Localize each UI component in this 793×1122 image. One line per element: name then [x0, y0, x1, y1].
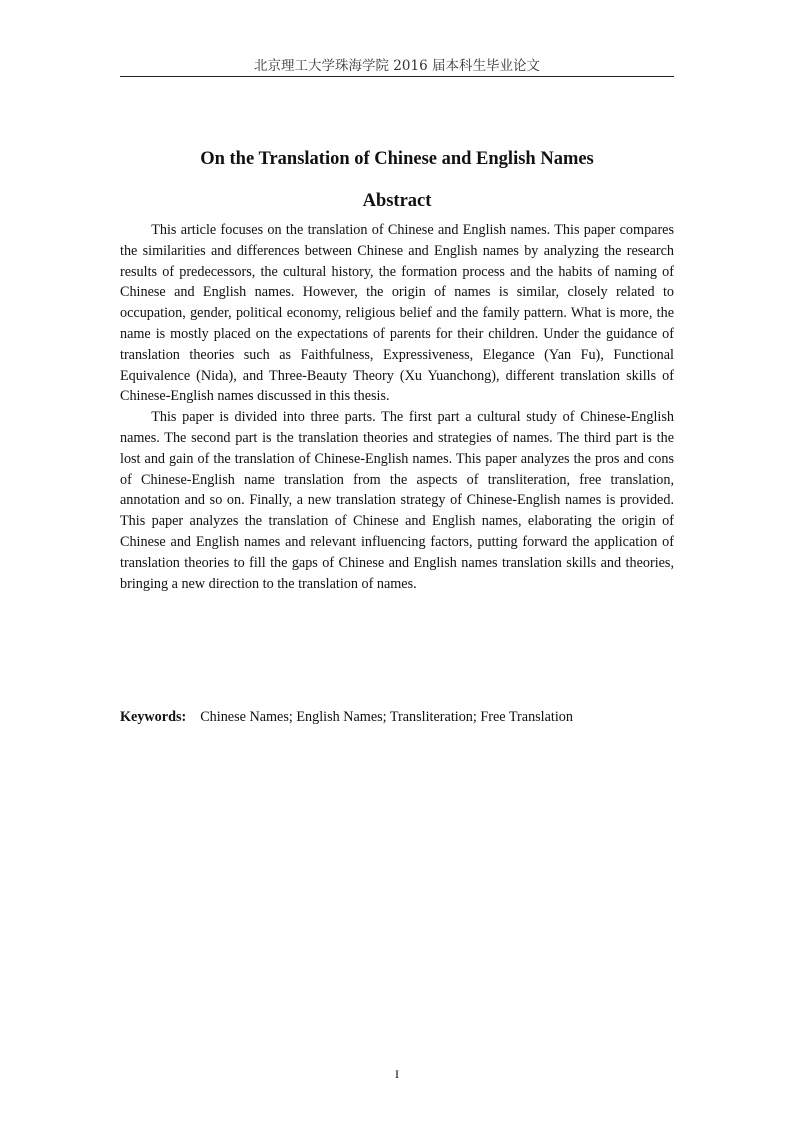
- abstract-paragraph-1: This article focuses on the translation of Chinese and English names. This paper compares the similarities and differences between Chinese and English names by analyzing the research results of predecessors, the cultural history, the formation process and the habits of naming of Chinese and English names. However, the origin of names is similar, closely related to occupation, gender, political economy, religious belief and the family pattern. What is more, the name is mostly placed on the expectations of parents for their children. Under the guidance of translation theories such as Faithfulness, Expressiveness, Elegance (Yan Fu), Functional Equivalence (Nida), and Three-Beauty Theory (Xu Yuanchong), different translation skills of Chinese-English names discussed in this thesis.: [120, 222, 674, 405]
- abstract-body: [120, 220, 674, 594]
- keywords-line: [120, 707, 674, 727]
- abstract-heading: Abstract: [362, 191, 432, 211]
- header-rule: [120, 76, 674, 77]
- keywords-value: Chinese Names; English Names; Transliteration; Free Translation: [200, 709, 573, 725]
- page-number: I: [395, 1067, 399, 1081]
- keywords-label: Keywords:: [120, 709, 187, 725]
- abstract-paragraph-2: This paper is divided into three parts. The first part a cultural study of Chinese-English names. The second part is the translation theories and strategies of names. The third part is the lost and gain of the translation of Chinese-English names. This paper analyzes the pros and cons of Chinese-English name translation from the aspects of transliteration, free translation, annotation and so on. Finally, a new translation strategy of Chinese-English names is provided. This paper analyzes the translation of Chinese and English names, elaborating the origin of Chinese and English names and relevant influencing factors, putting forward the application of translation theories to fill the gaps of Chinese and English names translation skills and theories, bringing a new direction to the translation of names.: [120, 409, 674, 592]
- running-header: 北京理工大学珠海学院 2016 届本科生毕业论文: [254, 58, 540, 74]
- paper-title: On the Translation of Chinese and English Names: [200, 149, 594, 169]
